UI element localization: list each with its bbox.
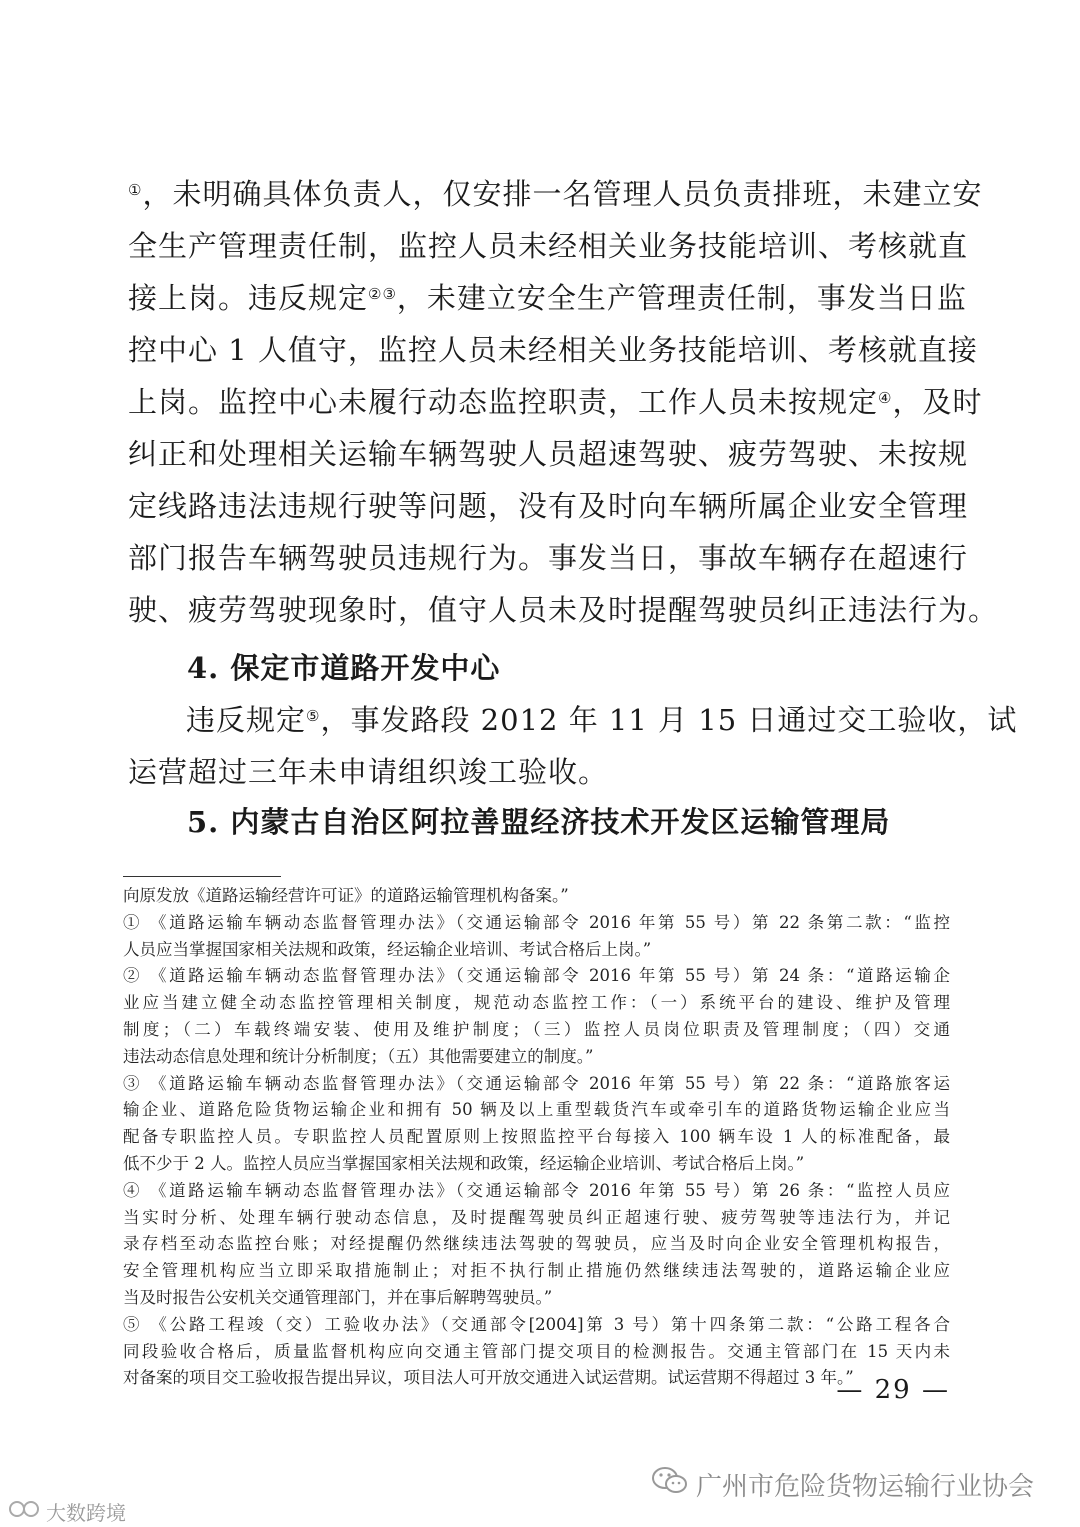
text-line: 纠正和处理相关运输车辆驾驶人员超速驾驶、疲劳驾驶、未按规 bbox=[128, 437, 969, 471]
footnote-line: 对备案的项目交工验收报告提出异议，项目法人可开放交通进入试运营期。试运营期不得超过 3 年。” bbox=[123, 1368, 854, 1388]
text-line: 运营超过三年未申请组织竣工验收。 bbox=[128, 755, 609, 789]
footnote-line: 录存档至动态监控台账；对经提醒仍然继续违法驾驶的驾驶员，应当及时向企业安全管理机构报告， bbox=[123, 1234, 950, 1254]
footnote-line: 低不少于 2 人。监控人员应当掌握国家相关法规和政策，经运输企业培训、考试合格后上岗。” bbox=[123, 1153, 805, 1173]
footnote-line: 配备专职监控人员。专职监控人员配置原则上按照监控平台每接入 100 辆车设 1 人的标准配备，最 bbox=[123, 1127, 950, 1147]
footnote-line: 业应当建立健全动态监控管理相关制度，规范动态监控工作：（一）系统平台的建设、维护及管理 bbox=[123, 993, 950, 1013]
text-line: 部门报告车辆驾驶员违规行为。事发当日，事故车辆存在超速行 bbox=[128, 541, 969, 575]
footnote-line: 当及时报告公安机关交通管理部门，并在事后解聘驾驶员。” bbox=[123, 1287, 553, 1307]
watermark-text: 大数跨境 bbox=[46, 1501, 126, 1525]
body-paragraph-1 bbox=[128, 168, 999, 636]
footnote-line: ① 《道路运输车辆动态监督管理办法》（交通运输部令 2016 年第 55 号）第 22 条第二款：“监控 bbox=[123, 912, 950, 932]
footnote-line: 输企业、道路危险货物运输企业和拥有 50 辆及以上重型载货汽车或牵引车的道路货物运输企业应当 bbox=[123, 1100, 950, 1120]
footnote-line: ③ 《道路运输车辆动态监督管理办法》（交通运输部令 2016 年第 55 号）第 22 条：“道路旅客运 bbox=[123, 1073, 950, 1093]
section-heading-5: 5. 内蒙古自治区阿拉善盟经济技术开发区运输管理局 bbox=[187, 805, 891, 839]
text-line: 控中心 1 人值守，监控人员未经相关业务技能培训、考核就直接 bbox=[128, 333, 978, 367]
footnote-line: ④ 《道路运输车辆动态监督管理办法》（交通运输部令 2016 年第 55 号）第 26 条：“监控人员应 bbox=[123, 1180, 950, 1200]
footnote-separator bbox=[123, 876, 281, 877]
footnote-line: ② 《道路运输车辆动态监督管理办法》（交通运输部令 2016 年第 55 号）第 24 条：“道路运输企 bbox=[123, 966, 950, 986]
text-line: 违反规定⑤，事发路段 2012 年 11 月 15 日通过交工验收，试 bbox=[186, 703, 1018, 737]
text-line: 全生产管理责任制，监控人员未经相关业务技能培训、考核就直 bbox=[128, 229, 969, 263]
page-number: — 29 — bbox=[836, 1375, 950, 1405]
footnote-ref[interactable]: ① bbox=[128, 181, 143, 199]
body-paragraph-2 bbox=[128, 694, 1018, 798]
footnote-line: ⑤ 《公路工程竣（交）工验收办法》（交通部令[2004]第 3 号）第十四条第二款：“公路工程各合 bbox=[123, 1314, 950, 1334]
footnote-ref[interactable]: ②③ bbox=[368, 285, 397, 303]
footnote-ref[interactable]: ④ bbox=[878, 389, 893, 407]
footnote-line: 违法动态信息处理和统计分析制度；（五）其他需要建立的制度。” bbox=[123, 1046, 594, 1066]
footnote-line: 当实时分析、处理车辆行驶动态信息，及时提醒驾驶员纠正超速行驶、疲劳驾驶等违法行为，并记 bbox=[123, 1207, 950, 1227]
text-line: 定线路违法违规行驶等问题，没有及时向车辆所属企业安全管理 bbox=[128, 489, 969, 523]
wechat-icon bbox=[650, 1465, 690, 1504]
logo-icon bbox=[8, 1498, 42, 1525]
text-line: ①，未明确具体负责人，仅安排一名管理人员负责排班，未建立安 bbox=[128, 177, 983, 211]
footnote-line: 制度；（二）车载终端安装、使用及维护制度；（三）监控人员岗位职责及管理制度；（四）交通 bbox=[123, 1019, 950, 1039]
text-line: 驶、疲劳驾驶现象时，值守人员未及时提醒驾驶员纠正违法行为。 bbox=[128, 593, 999, 627]
footnote-ref[interactable]: ⑤ bbox=[306, 707, 321, 725]
corner-watermark bbox=[8, 1497, 126, 1526]
section-heading-4: 4. 保定市道路开发中心 bbox=[187, 651, 501, 685]
watermark-text: 广州市危险货物运输行业协会 bbox=[696, 1472, 1035, 1502]
footnote-line: 安全管理机构应当立即采取措施制止；对拒不执行制止措施仍然继续违法驾驶的，道路运输企业应 bbox=[123, 1261, 950, 1281]
footnote-line: 同段验收合格后，质量监督机构应向交通主管部门提交项目的检测报告。交通主管部门在 15 天内未 bbox=[123, 1341, 950, 1361]
wechat-watermark bbox=[650, 1465, 1034, 1504]
text-line: 上岗。监控中心未履行动态监控职责，工作人员未按规定④，及时 bbox=[128, 385, 983, 419]
text-line: 接上岗。违反规定②③，未建立安全生产管理责任制，事发当日监 bbox=[128, 281, 967, 315]
footnotes bbox=[123, 883, 950, 1392]
footnote-line: 向原发放《道路运输经营许可证》的道路运输管理机构备案。” bbox=[123, 886, 569, 905]
footnote-line: 人员应当掌握国家相关法规和政策，经运输企业培训、考试合格后上岗。” bbox=[123, 939, 652, 959]
